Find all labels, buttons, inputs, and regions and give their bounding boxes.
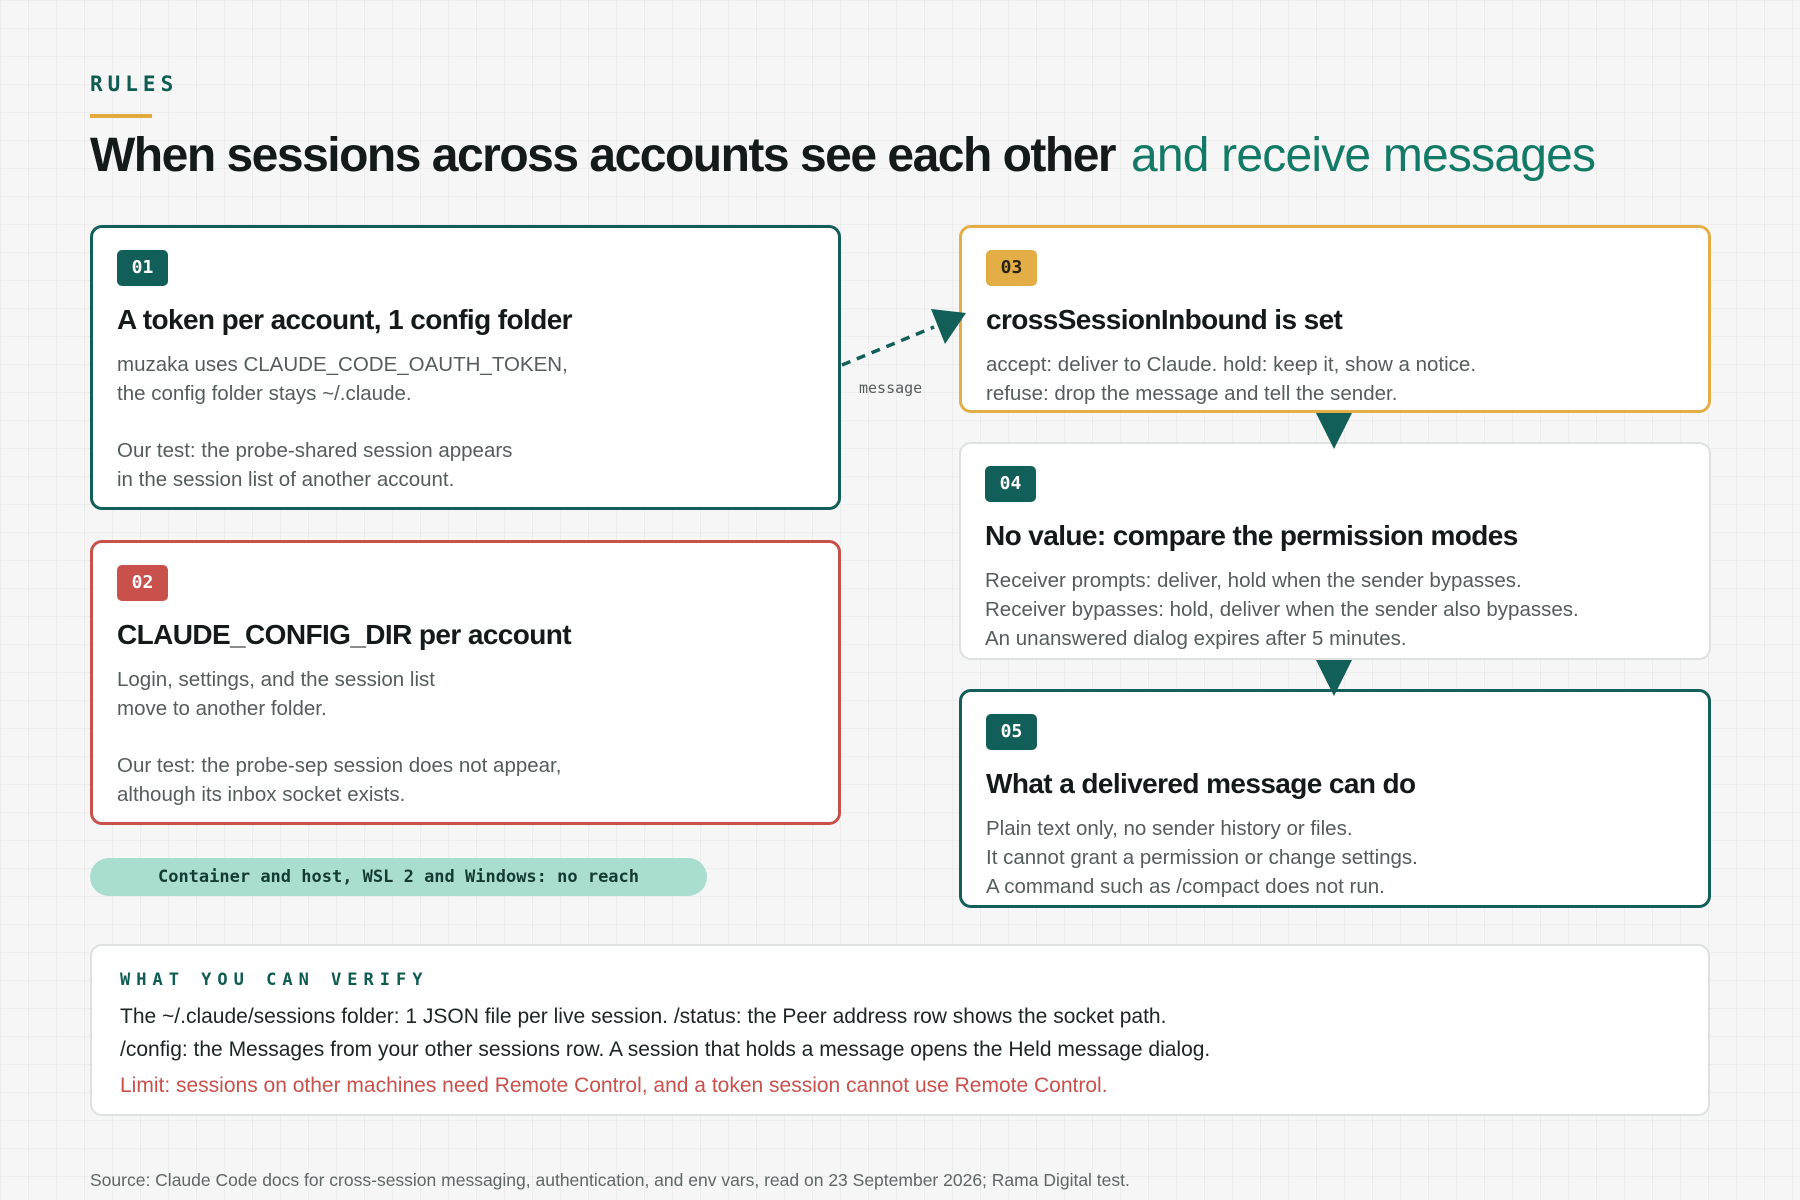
card-title: CLAUDE_CONFIG_DIR per account: [117, 619, 571, 650]
section-eyebrow: RULES: [90, 72, 179, 96]
card-line: Receiver bypasses: hold, deliver when the sender also bypasses.: [985, 598, 1579, 621]
card-test-line: Our test: the probe-sep session does not appear,: [117, 754, 562, 777]
title-main: When sessions across accounts see each other: [90, 129, 1116, 182]
card-line: muzaka uses CLAUDE_CODE_OAUTH_TOKEN,: [117, 353, 568, 376]
card-line: refuse: drop the message and tell the sender.: [986, 382, 1398, 405]
message-arrow-line: [842, 327, 934, 365]
title-accent: and receive messages: [1130, 129, 1596, 182]
card-test-line: in the session list of another account.: [117, 468, 455, 491]
card-line: An unanswered dialog expires after 5 minutes.: [985, 627, 1407, 650]
verify-limit: Limit: sessions on other machines need Remote Control, and a token session cannot use Remote Control.: [120, 1074, 1108, 1097]
card-test-line: Our test: the probe-shared session appears: [117, 439, 513, 462]
card-line: A command such as /compact does not run.: [986, 875, 1385, 898]
flow-arrow-03-04: [1316, 413, 1352, 449]
verify-line: The ~/.claude/sessions folder: 1 JSON file per live session. /status: the Peer address row shows the socket path.: [120, 1005, 1167, 1028]
card-number-badge: 05: [986, 714, 1037, 750]
card-number-badge: 01: [117, 250, 168, 286]
card-number-badge: 04: [985, 466, 1036, 502]
card-line: Plain text only, no sender history or files.: [986, 817, 1353, 840]
message-label: message: [859, 379, 923, 397]
verify-label: WHAT YOU CAN VERIFY: [120, 970, 429, 990]
card-title: What a delivered message can do: [986, 768, 1416, 799]
card-line: Login, settings, and the session list: [117, 668, 435, 691]
verify-line: /config: the Messages from your other sessions row. A session that holds a message opens the Held message dialog.: [120, 1038, 1211, 1061]
source-note: Source: Claude Code docs for cross-session messaging, authentication, and env vars, read on 23 September 2026; Rama Digital test.: [90, 1170, 1130, 1190]
card-line: the config folder stays ~/.claude.: [117, 382, 412, 405]
flow-arrow-04-05: [1316, 660, 1352, 696]
card-line: It cannot grant a permission or change settings.: [986, 846, 1418, 869]
card-line: move to another folder.: [117, 697, 327, 720]
card-title: No value: compare the permission modes: [985, 520, 1518, 551]
card-title: A token per account, 1 config folder: [117, 304, 572, 335]
no-reach-pill: Container and host, WSL 2 and Windows: no reach: [90, 858, 707, 896]
verify-text: [120, 1000, 1680, 1066]
card-number-badge: 02: [117, 565, 168, 601]
message-arrowhead: [931, 309, 966, 344]
verify-panel: [90, 944, 1710, 1116]
card-line: Receiver prompts: deliver, hold when the sender bypasses.: [985, 569, 1522, 592]
card-number-badge: 03: [986, 250, 1037, 286]
card-title: crossSessionInbound is set: [986, 304, 1343, 335]
card-test-line: although its inbox socket exists.: [117, 783, 406, 806]
card-line: accept: deliver to Claude. hold: keep it, show a notice.: [986, 353, 1477, 376]
